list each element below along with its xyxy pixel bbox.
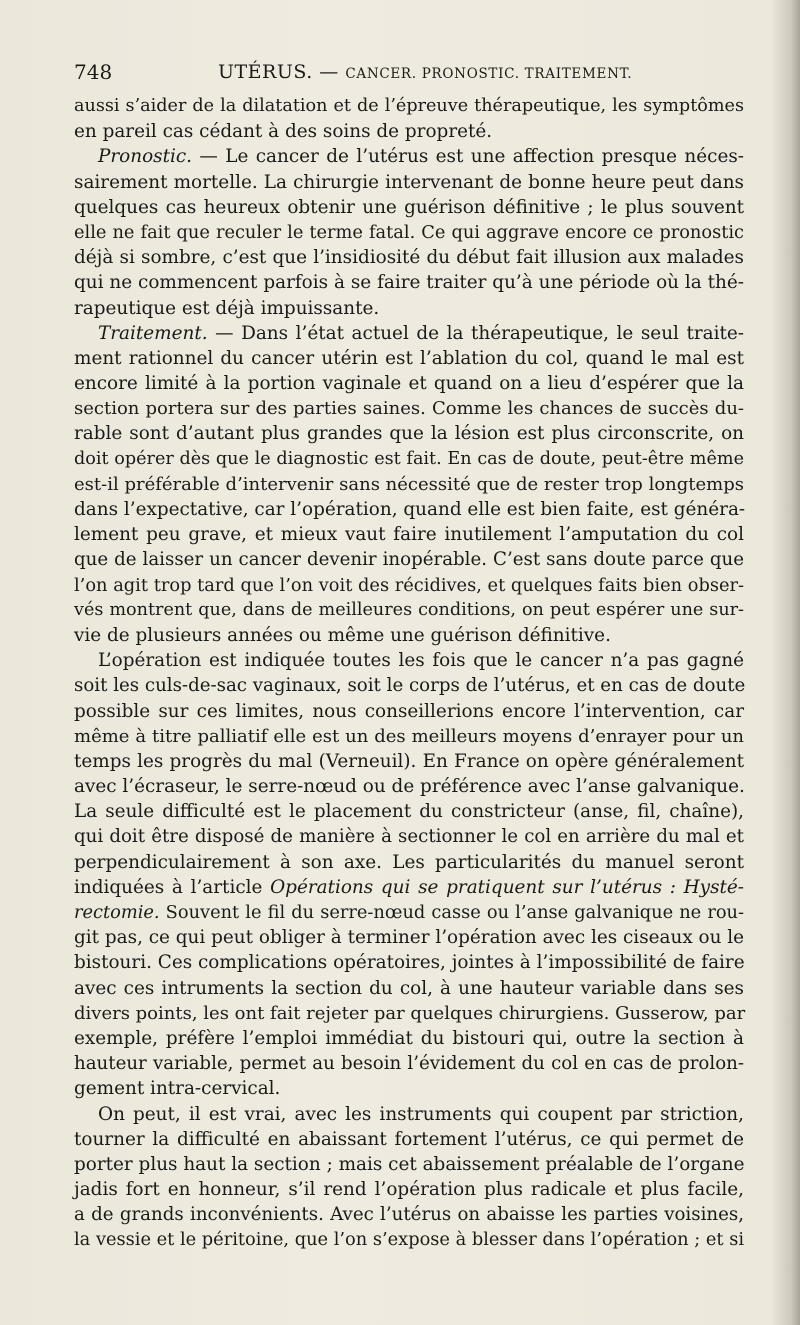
section-heading-pronostic: Pronostic. [98,146,193,168]
text-line: porter plus haut la section ; mais cet abaissement préalable de l’organe [74,1153,745,1175]
running-title-sub: CANCER. PRONOSTIC. TRAITEMENT. [345,66,633,82]
text-line: bistouri. Ces complications opératoires, jointes à l’impossibilité de faire [74,952,745,974]
text-line: rable sont d’autant plus grandes que la lésion est plus circonscrite, on [74,423,744,445]
cross-reference: Opérations qui se pratiquent sur l’utérus : Hysté- [270,876,744,898]
text-line: jadis fort en honneur, s’il rend l’opération plus radicale et plus facile, [74,1179,744,1201]
text-line: a de grands inconvénients. Avec l’utérus on abaisse les parties voisines, [74,1204,744,1226]
text-line: L’opération est indiquée toutes les fois que le cancer n’a pas gagné [98,650,744,672]
text-line: l’on agit trop tard que l’on voit des récidives, et quelques faits bien obser- [74,574,744,596]
text-line: en pareil cas cédant à des soins de propreté. [74,121,493,143]
text-line: soit les culs-de-sac vaginaux, soit le corps de l’utérus, et en cas de doute [74,675,746,697]
text-line: avec l’écraseur, le serre-nœud ou de préférence avec l’anse galvanique. [74,776,745,798]
text-line: avec ces intruments la section du col, à une hauteur variable dans ses [74,977,744,999]
text-line: quelques cas heureux obtenir une guérison définitive ; le plus souvent [74,196,744,218]
body-text [74,94,744,1253]
text-line: déjà si sombre, c’est que l’insidiosité du début fait illusion aux malades [74,247,744,269]
text-line: section portera sur des parties saines. Comme les chances de succès du- [74,398,744,420]
section-heading-traitement: Traitement. [98,322,208,344]
text-line: rectomie. Souvent le fil du serre-nœud casse ou l’anse galvanique ne rou- [74,902,744,923]
text-line: encore limité à la portion vaginale et quand on a lieu d’espérer que la [74,373,744,395]
text-line: aussi s’aider de la dilatation et de l’épreuve thérapeutique, les symptômes [74,96,744,116]
text-line: rapeutique est déjà impuissante. [74,297,380,319]
text-line: On peut, il est vrai, avec les instruments qui coupent par striction, [98,1103,744,1125]
text-line: vie de plusieurs années ou même une guérison définitive. [74,624,611,646]
text-line: la vessie et le péritoine, que l’on s’expose à blesser dans l’opération ; et si [74,1229,745,1251]
text-line: possible sur ces limites, nous conseillerions encore l’intervention, car [74,700,744,722]
text-line: divers points, les ont fait rejeter par quelques chirurgiens. Gusserow, par [74,1002,746,1024]
text-line: ment rationnel du cancer utérin est l’ablation du col, quand le mal est [74,347,744,369]
text-line: Pronostic. — Le cancer de l’utérus est une affection presque néces- [98,146,744,168]
text-line: hauteur variable, permet au besoin l’évidement du col en cas de prolon- [74,1053,744,1075]
text-line: qui ne commencent parfois à se faire traiter qu’à une période où la thé- [74,272,744,294]
running-title-main: UTÉRUS. — [218,61,339,83]
page-edge-shadow [770,0,800,1325]
page-number: 748 [74,60,113,84]
text-line: indiquées à l’article Opérations qui se pratiquent sur l’utérus : Hysté- [74,876,744,898]
text-line: qui doit être disposé de manière à sectionner le col en arrière du mal et [74,826,744,848]
text-line: Traitement. — Dans l’état actuel de la thérapeutique, le seul traite- [98,322,744,344]
text-line: doit opérer dès que le diagnostic est fait. En cas de doute, peut-être même [74,448,744,469]
text-line: exemple, préfère l’emploi immédiat du bistouri qui, outre la section à [74,1027,744,1049]
text-line: gement intra-cervical. [74,1078,281,1100]
running-title [218,58,632,88]
text-line: vés montrent que, dans de meilleures conditions, on peut espérer une sur- [74,599,744,620]
text-line: perpendiculairement à son axe. Les particularités du manuel seront [74,851,744,873]
text-line: sairement mortelle. La chirurgie intervenant de bonne heure peut dans [74,171,744,193]
text-line: dans l’expectative, car l’opération, quand elle est bien faite, est généra- [74,499,746,520]
text-line: lement peu grave, et mieux vaut faire inutilement l’amputation du col [74,524,744,546]
text-line: est-il préférable d’intervenir sans nécessité que de rester trop longtemps [74,473,744,495]
text-line: elle ne fait que reculer le terme fatal. Ce qui aggrave encore ce pronostic [74,221,744,243]
text-line: même à titre palliatif elle est un des meilleurs moyens d’enrayer pour un [74,725,744,747]
cross-reference-end: rectomie. [74,902,160,923]
text-line: temps les progrès du mal (Verneuil). En France on opère généralement [74,750,744,772]
text-line: que de laisser un cancer devenir inopérable. C’est sans doute parce que [74,549,744,571]
text-line: tourner la difficulté en abaissant fortement l’utérus, ce qui permet de [74,1128,744,1150]
text-line: git pas, ce qui peut obliger à terminer l’opération avec les ciseaux ou le [74,927,745,949]
text-line: La seule difficulté est le placement du constricteur (anse, fil, chaîne), [74,801,744,823]
